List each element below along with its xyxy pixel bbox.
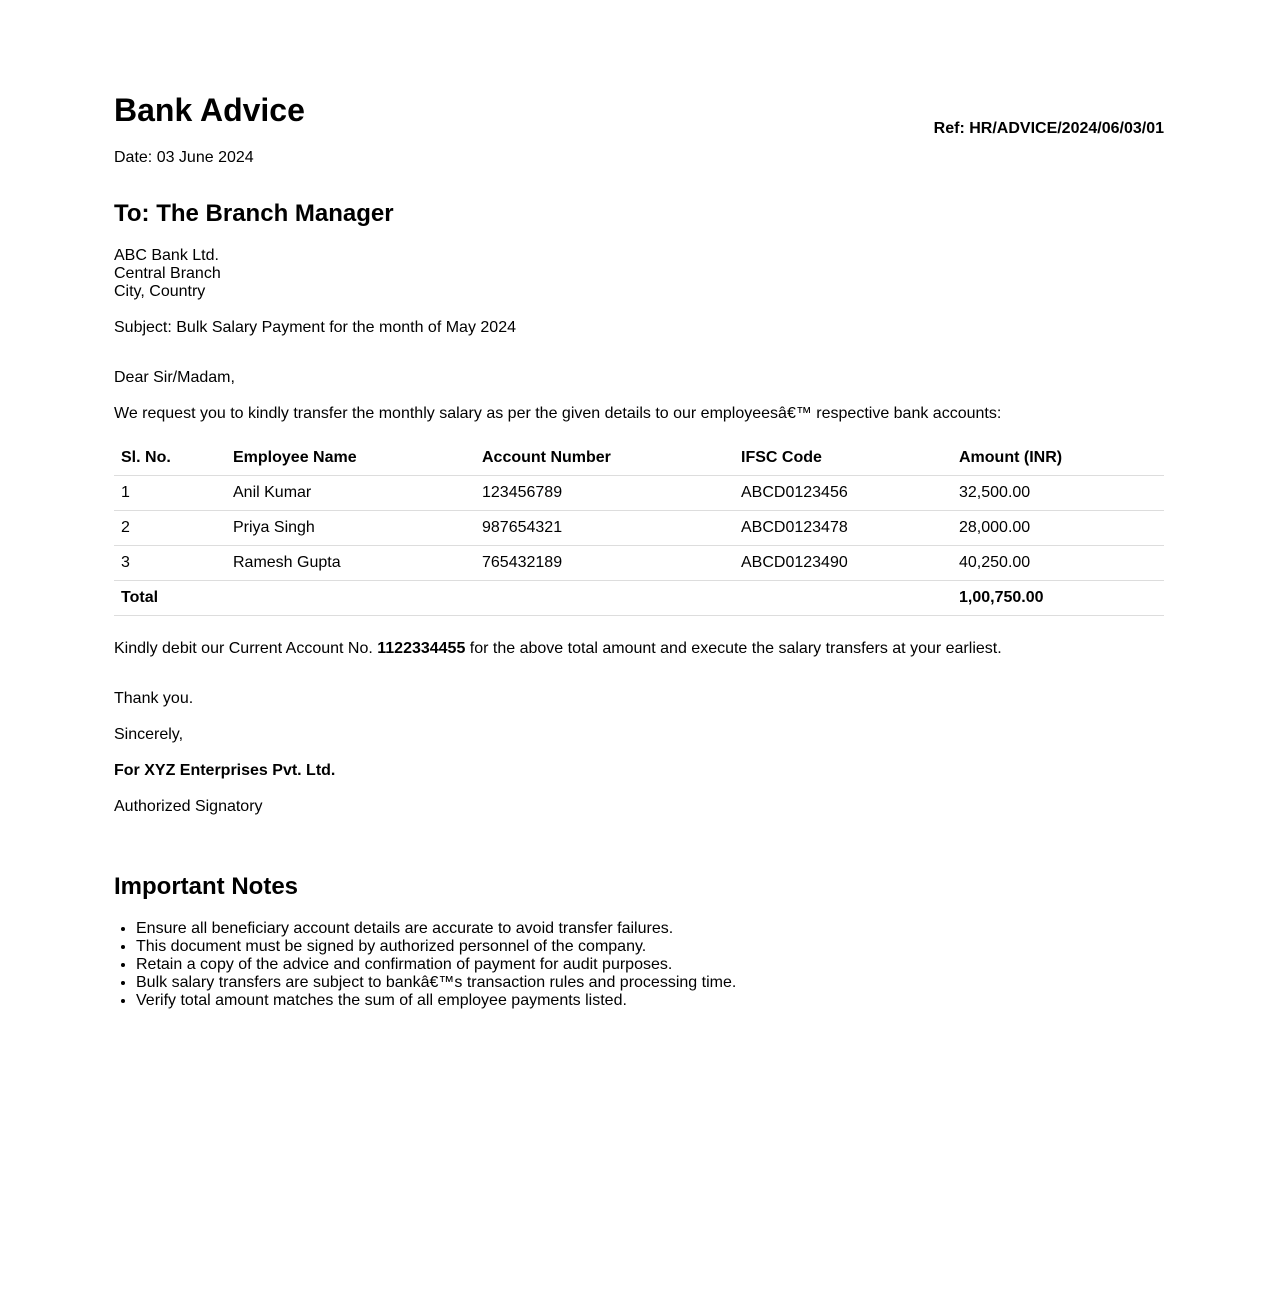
cell-employee-name: Priya Singh: [226, 511, 475, 546]
column-header-account-number: Account Number: [475, 441, 734, 476]
debit-account-number: 1122334455: [377, 640, 466, 657]
cell-sl-no: 3: [114, 546, 226, 581]
total-label: Total: [114, 581, 226, 616]
cell-account-number: 123456789: [475, 476, 734, 511]
cell-ifsc-code: ABCD0123478: [734, 511, 952, 546]
cell-amount: 28,000.00: [952, 511, 1164, 546]
empty-cell: [226, 581, 475, 616]
column-header-ifsc-code: IFSC Code: [734, 441, 952, 476]
debit-text-after: for the above total amount and execute the salary transfers at your earliest.: [465, 640, 1002, 657]
address-line: City, Country: [114, 283, 206, 300]
document-date: Date: 03 June 2024: [114, 149, 254, 166]
request-paragraph: We request you to kindly transfer the monthly salary as per the given details to our employeesâ€™ respective bank accounts:: [114, 405, 1002, 422]
column-header-amount: Amount (INR): [952, 441, 1164, 476]
empty-cell: [475, 581, 734, 616]
recipient-address: [114, 247, 221, 301]
debit-instruction: [114, 640, 1002, 658]
total-amount: 1,00,750.00: [952, 581, 1164, 616]
cell-employee-name: Ramesh Gupta: [226, 546, 475, 581]
list-item: • Retain a copy of the advice and confirmation of payment for audit purposes.: [136, 956, 736, 974]
thanks-line: Thank you.: [114, 690, 194, 707]
sincerely-line: Sincerely,: [114, 726, 184, 743]
notes-list: [114, 920, 736, 1010]
address-line: Central Branch: [114, 265, 221, 282]
address-line: ABC Bank Ltd.: [114, 247, 219, 264]
cell-amount: 32,500.00: [952, 476, 1164, 511]
table-row: [114, 511, 1164, 546]
cell-sl-no: 2: [114, 511, 226, 546]
table-row: [114, 546, 1164, 581]
salary-table: [114, 441, 1164, 616]
empty-cell: [734, 581, 952, 616]
cell-sl-no: 1: [114, 476, 226, 511]
cell-employee-name: Anil Kumar: [226, 476, 475, 511]
list-item: • This document must be signed by authorized personnel of the company.: [136, 938, 736, 956]
document-title: Bank Advice: [114, 92, 305, 128]
cell-account-number: 987654321: [475, 511, 734, 546]
table-total-row: [114, 581, 1164, 616]
cell-account-number: 765432189: [475, 546, 734, 581]
subject-line: Subject: Bulk Salary Payment for the month of May 2024: [114, 319, 516, 336]
recipient-heading: To: The Branch Manager: [114, 200, 394, 227]
debit-text-before: Kindly debit our Current Account No.: [114, 640, 378, 657]
company-name: For XYZ Enterprises Pvt. Ltd.: [114, 762, 336, 779]
cell-amount: 40,250.00: [952, 546, 1164, 581]
cell-ifsc-code: ABCD0123456: [734, 476, 952, 511]
column-header-sl-no: Sl. No.: [114, 441, 226, 476]
list-item: • Bulk salary transfers are subject to bankâ€™s transaction rules and processing time.: [136, 974, 736, 992]
list-item: • Ensure all beneficiary account details are accurate to avoid transfer failures.: [136, 920, 736, 938]
list-item: • Verify total amount matches the sum of all employee payments listed.: [136, 992, 736, 1010]
table-header-row: [114, 441, 1164, 476]
column-header-employee-name: Employee Name: [226, 441, 475, 476]
reference-number: Ref: HR/ADVICE/2024/06/03/01: [933, 120, 1164, 137]
cell-ifsc-code: ABCD0123490: [734, 546, 952, 581]
signatory-line: Authorized Signatory: [114, 798, 263, 815]
table-row: [114, 476, 1164, 511]
notes-heading: Important Notes: [114, 873, 299, 900]
salutation: Dear Sir/Madam,: [114, 369, 235, 386]
